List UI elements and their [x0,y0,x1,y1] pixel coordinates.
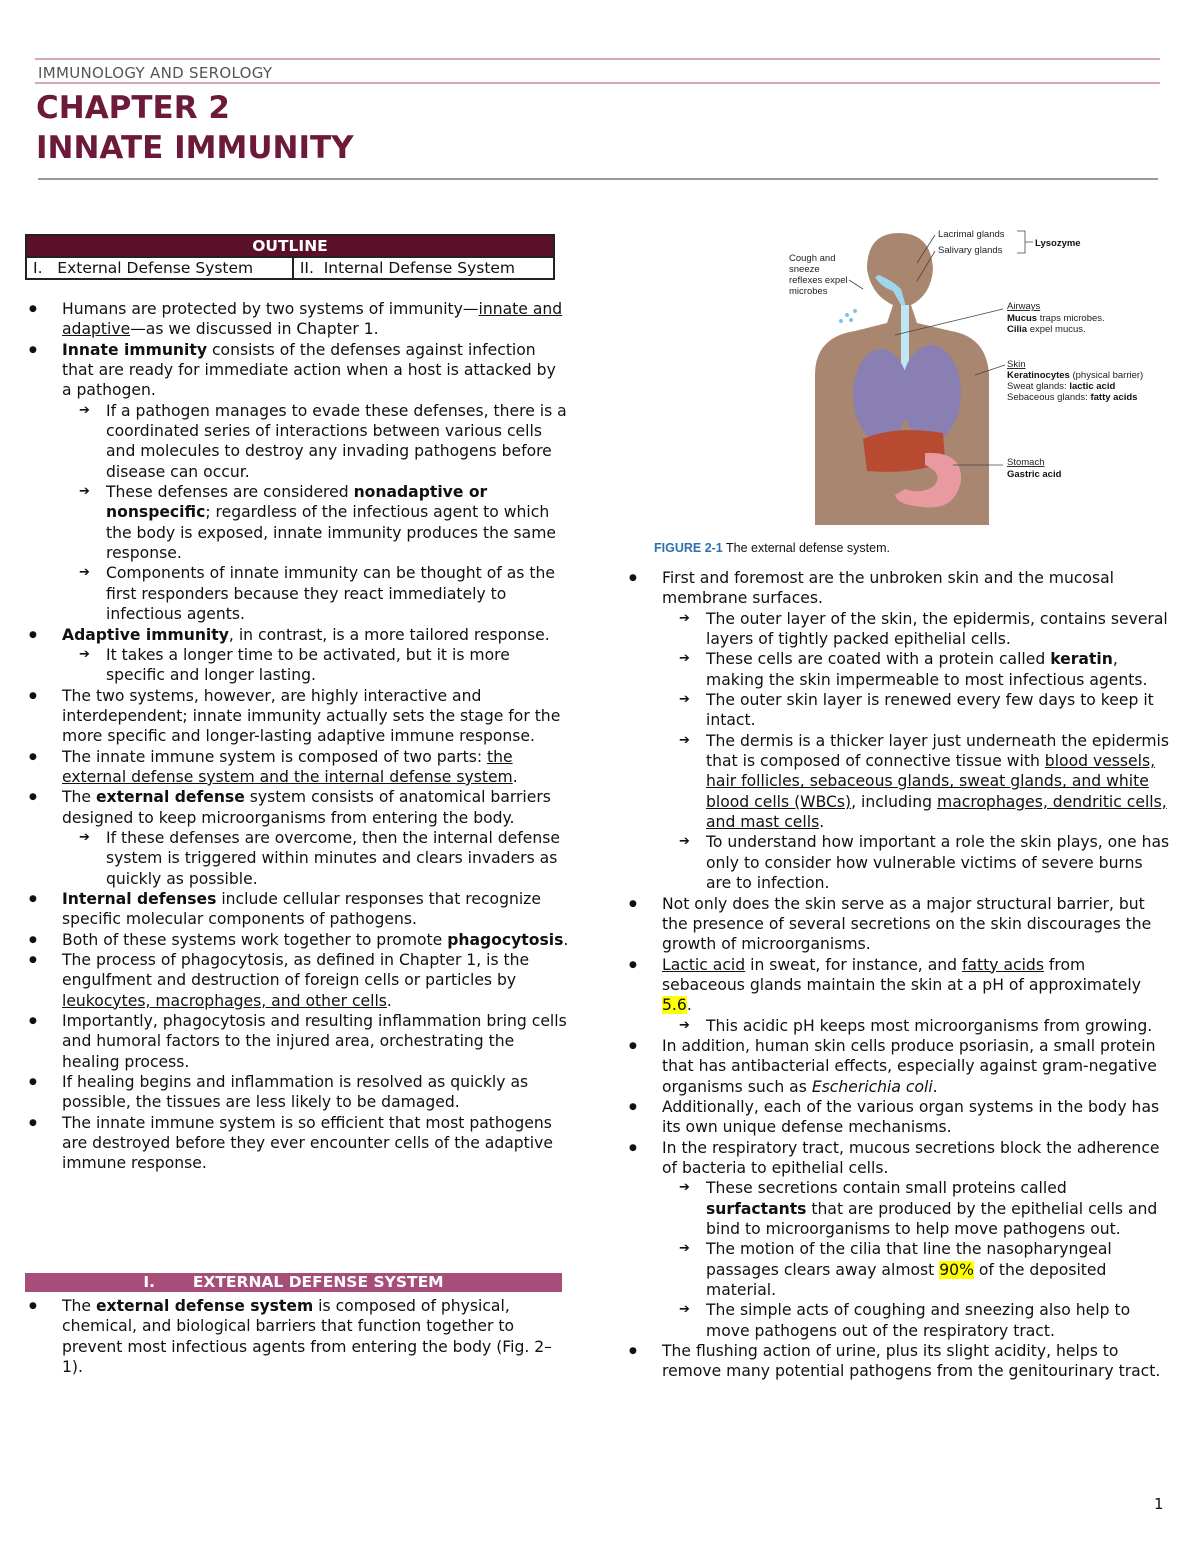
cough-label: sneeze [789,264,820,275]
list-item: ● Innate immunity consists of the defenses against infection that are ready for immediate action when a host is attacked by a pathogen. [25,340,570,401]
list-item: ● If healing begins and inflammation is resolved as quickly as possible, the tissues are less likely to be damaged. [25,1072,570,1113]
list-item: ● Both of these systems work together to promote phagocytosis. [25,930,570,950]
lysozyme-label: Lysozyme [1035,238,1081,249]
airways-label: Airways [1007,301,1041,312]
skin-label: Skin [1007,359,1026,370]
cilia-label: Cilia expel mucus. [1007,324,1086,335]
spray-dot [853,309,857,313]
left-column [25,299,570,1174]
outline-table [25,234,555,280]
spray-dot [839,319,843,323]
sub-list-item: ➔ These defenses are considered nonadaptive or nonspecific; regardless of the infectious agent to which the body is exposed, innate immunity produces the same response. [25,482,570,563]
header-top-rule [35,58,1160,60]
sub-list-item: ➔ These secretions contain small proteins called surfactants that are produced by the epithelial cells and bind to microorganisms to help move pathogens out. [625,1178,1170,1239]
highlight-ph: 5.6 [662,996,687,1015]
list-item: ● Importantly, phagocytosis and resulting inflammation bring cells and humoral factors to the injured area, orchestrating the healing process. [25,1011,570,1072]
list-item: ● Additionally, each of the various organ systems in the body has its own unique defense mechanisms. [625,1097,1170,1138]
figure-caption: FIGURE 2-1 The external defense system. [654,541,890,555]
list-item: ● The innate immune system is composed of two parts: the external defense system and the internal defense system. [25,747,570,788]
list-item: ● The process of phagocytosis, as defined in Chapter 1, is the engulfment and destruction of foreign cells or particles by leukocytes, macrophages, and other cells. [25,950,570,1011]
cough-label: Cough and [789,253,836,264]
gastric-label: Gastric acid [1007,469,1062,480]
sub-list-item: ➔ The outer layer of the skin, the epidermis, contains several layers of tightly packed epithelial cells. [625,609,1170,650]
list-item: ● Humans are protected by two systems of immunity—innate and adaptive—as we discussed in Chapter 1. [25,299,570,340]
left-lung [853,349,909,441]
cough-label: microbes [789,286,828,297]
list-item: ● First and foremost are the unbroken skin and the mucosal membrane surfaces. [625,568,1170,609]
sweat-label: Sweat glands: lactic acid [1007,381,1116,392]
outline-item-external: I. External Defense System [26,257,293,279]
lacrimal-label: Lacrimal glands [938,229,1005,240]
section-external-body [25,1296,570,1377]
salivary-label: Salivary glands [938,245,1003,256]
keratinocytes-label: Keratinocytes (physical barrier) [1007,370,1144,381]
list-item: ● Lactic acid in sweat, for instance, and fatty acids from sebaceous glands maintain the skin at a pH of approximately 5.6. [625,955,1170,1016]
sub-list-item: ➔ This acidic pH keeps most microorganisms from growing. [625,1016,1170,1036]
chapter-number: CHAPTER 2 [36,90,230,126]
right-lung [901,345,961,441]
list-item: ● Adaptive immunity, in contrast, is a more tailored response. [25,625,570,645]
sub-list-item: ➔ The motion of the cilia that line the nasopharyngeal passages clears away almost 90% of the deposited material. [625,1239,1170,1300]
highlight-percent: 90% [939,1260,974,1279]
cough-label: reflexes expel [789,275,848,286]
title-rule [38,178,1158,180]
list-item: ● The two systems, however, are highly interactive and interdependent; innate immunity actually sets the stage for the more specific and longer-lasting adaptive immune response. [25,686,570,747]
list-item: ● The external defense system consists of anatomical barriers designed to keep microorganisms from entering the body. [25,787,570,828]
sub-list-item: ➔ The dermis is a thicker layer just underneath the epidermis that is composed of connective tissue with blood vessels, hair follicles, sebaceous glands, sweat glands, and white blood cells (WBCs), including macrophages, dendritic cells, and mast cells. [625,731,1170,833]
sub-list-item: ➔ The simple acts of coughing and sneezing also help to move pathogens out of the respiratory tract. [625,1300,1170,1341]
spray-dot [849,318,853,322]
list-item: ● Not only does the skin serve as a major structural barrier, but the presence of several secretions on the skin discourages the growth of microorganisms. [625,894,1170,955]
right-column [625,568,1170,1382]
sub-list-item: ➔ These cells are coated with a protein called keratin, making the skin impermeable to most infectious agents. [625,649,1170,690]
sebaceous-label: Sebaceous glands: fatty acids [1007,392,1138,403]
list-item: ● Internal defenses include cellular responses that recognize specific molecular components of pathogens. [25,889,570,930]
list-item: ● In addition, human skin cells produce psoriasin, a small protein that has antibacterial effects, especially against gram-negative organisms such as Escherichia coli. [625,1036,1170,1097]
sub-list-item: ➔ To understand how important a role the skin plays, one has only to consider how vulnerable victims of severe burns are to infection. [625,832,1170,893]
chapter-title [36,88,354,168]
list-item: ● The flushing action of urine, plus its slight acidity, helps to remove many potential pathogens from the genitourinary tract. [625,1341,1170,1382]
outline-heading: OUTLINE [26,235,554,257]
sub-list-item: ➔ If a pathogen manages to evade these defenses, there is a coordinated series of interactions between various cells and molecules to destroy any invading pathogens before disease can occur. [25,401,570,482]
sub-list-item: ➔ Components of innate immunity can be thought of as the first responders because they react immediately to infectious agents. [25,563,570,624]
mucus-label: Mucus traps microbes. [1007,313,1105,324]
list-item: ● The external defense system is composed of physical, chemical, and biological barriers that function together to prevent most infectious agents from entering the body (Fig. 2–1). [25,1296,570,1377]
header-rule [35,82,1160,84]
chapter-name: INNATE IMMUNITY [36,130,354,166]
course-name: IMMUNOLOGY AND SEROLOGY [38,64,273,82]
sub-list-item: ➔ If these defenses are overcome, then the internal defense system is triggered within minutes and clears invaders as quickly as possible. [25,828,570,889]
stomach-label: Stomach [1007,457,1045,468]
spray-dot [845,313,849,317]
external-defense-figure [775,225,1160,525]
sub-list-item: ➔ It takes a longer time to be activated, but it is more specific and longer lasting. [25,645,570,686]
list-item: ● The innate immune system is so efficient that most pathogens are destroyed before they ever encounter cells of the adaptive immune response. [25,1113,570,1174]
list-item: ● In the respiratory tract, mucous secretions block the adherence of bacteria to epithelial cells. [625,1138,1170,1179]
sub-list-item: ➔ The outer skin layer is renewed every few days to keep it intact. [625,690,1170,731]
section-heading-external: I. EXTERNAL DEFENSE SYSTEM [25,1273,562,1292]
page-number: 1 [1154,1495,1164,1513]
outline-item-internal: II. Internal Defense System [293,257,554,279]
